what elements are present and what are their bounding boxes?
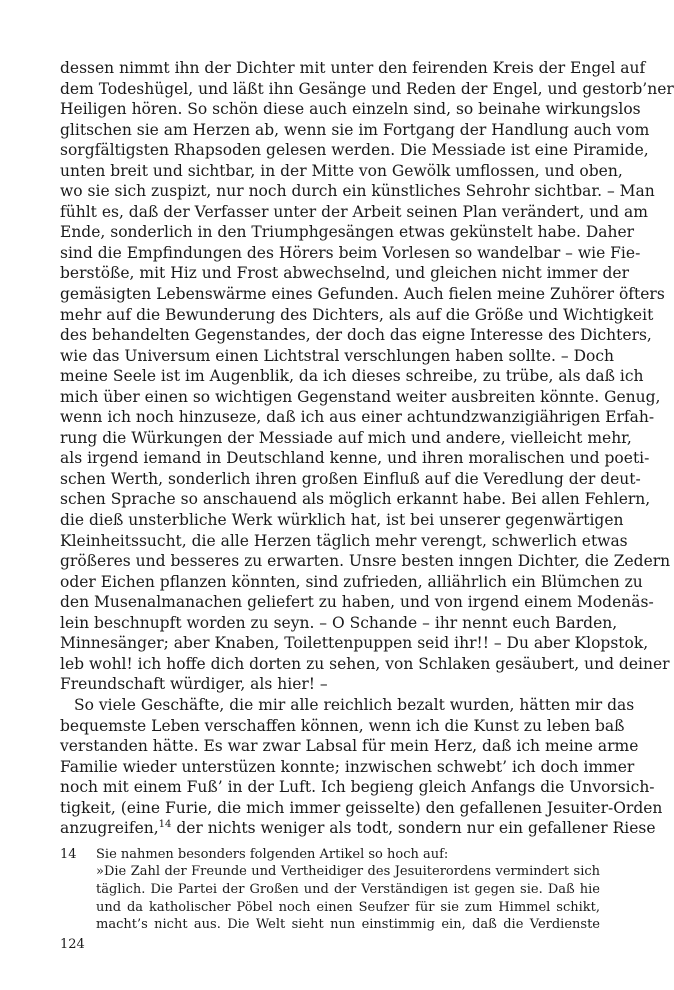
text-line: unten breit und sichtbar, in der Mitte von Gewölk umflossen, und oben, <box>60 161 623 180</box>
text-line: als irgend iemand in Deutschland kenne, und ihren moralischen und poeti- <box>60 449 650 468</box>
text-line: mehr auf die Bewunderung des Dichters, als auf die Größe und Wichtigkeit <box>60 305 654 324</box>
text-line: Ende, sonderlich in den Triumphgesängen etwas gekünstelt habe. Daher <box>60 223 635 242</box>
page-content <box>60 58 674 934</box>
footnote-line: »Die Zahl der Freunde und Vertheidiger des Jesuiterordens vermindert sich <box>96 864 600 880</box>
text-line: des behandelten Gegenstandes, der doch das eigne Interesse des Dichters, <box>60 326 652 345</box>
footnote-reference[interactable]: 14 <box>158 819 172 831</box>
footnote-line: Sie nahmen besonders folgenden Artikel so hoch auf: <box>96 846 449 862</box>
text-line: Heiligen hören. So schön diese auch einzeln sind, so beinahe wirkungslos <box>60 100 641 119</box>
text-line: wenn ich noch hinzuseze, daß ich aus einer achtundzwanzigiährigen Erfah- <box>60 408 655 427</box>
text-line: tigkeit, (eine Furie, die mich immer geisselte) den gefallenen Jesuiter-Orden <box>60 798 663 817</box>
text-line: sind die Empfindungen des Hörers beim Vorlesen so wandelbar – wie Fie- <box>60 243 641 262</box>
text-line-with-footnote-ref <box>60 818 656 839</box>
text-line: meine Seele ist im Augenblik, da ich dieses schreibe, zu trübe, als daß ich <box>60 367 644 386</box>
text-line: schen Werth, sonderlich ihren großen Einfluß auf die Veredlung der deut- <box>60 469 641 488</box>
footnote-body <box>96 846 600 934</box>
footnote <box>60 846 600 934</box>
text-line: gemäsigten Lebenswärme eines Gefunden. Auch fielen meine Zuhörer öfters <box>60 285 665 304</box>
text-line: dessen nimmt ihn der Dichter mit unter den feirenden Kreis der Engel auf <box>60 59 646 77</box>
text-line: leb wohl! ich hoffe dich dorten zu sehen, von Schlaken gesäubert, und deiner <box>60 654 670 673</box>
text-line: So viele Geschäfte, die mir alle reichlich bezalt wurden, hätten mir das <box>74 695 635 714</box>
text-line: verstanden hätte. Es war zwar Labsal für mein Herz, daß ich meine arme <box>60 737 639 756</box>
text-line: wie das Universum einen Lichtstral verschlungen haben sollte. – Doch <box>60 346 614 365</box>
main-text <box>60 58 674 839</box>
text-line: Familie wieder unterstüzen konnte; inzwischen schwebt’ ich doch immer <box>60 757 635 776</box>
footnote-line: macht’s nicht aus. Die Welt sieht nun einstimmig ein, daß die Verdienste <box>96 917 600 933</box>
footnote-number: 14 <box>60 846 77 862</box>
footnote-line: täglich. Die Partei der Großen und der Verständigen ist gegen sie. Daß hie <box>96 881 600 897</box>
text-line: schen Sprache so anschauend als möglich erkannt habe. Bei allen Fehlern, <box>60 490 651 509</box>
text-line: oder Eichen pflanzen könnten, sind zufrieden, alliährlich ein Blümchen zu <box>60 572 643 591</box>
text-line: fühlt es, daß der Verfasser unter der Arbeit seinen Plan verändert, und am <box>60 202 648 221</box>
text-line: Minnesänger; aber Knaben, Toilettenpuppen seid ihr!! – Du aber Klopstok, <box>60 634 649 653</box>
text-fragment: anzugreifen, <box>60 819 159 838</box>
text-line: bequemste Leben verschaffen können, wenn ich die Kunst zu leben baß <box>60 716 625 735</box>
text-line: rung die Würkungen der Messiade auf mich und andere, vielleicht mehr, <box>60 428 632 447</box>
text-line: lein beschnupft worden zu seyn. – O Schande – ihr nennt euch Barden, <box>60 613 618 632</box>
page-number: 124 <box>60 937 85 952</box>
text-line: die dieß unsterbliche Werk würklich hat, ist bei unserer gegenwärtigen <box>60 511 624 530</box>
text-line: den Musenalmanachen geliefert zu haben, und von irgend einem Modenäs- <box>60 593 654 612</box>
text-line: wo sie sich zuspizt, nur noch durch ein künstliches Sehrohr sichtbar. – Man <box>60 182 655 201</box>
text-line: sorgfältigsten Rhapsoden gelesen werden. Die Messiade ist eine Piramide, <box>60 141 649 160</box>
text-line: berstöße, mit Hiz und Frost abwechselnd, und gleichen nicht immer der <box>60 264 630 283</box>
text-line: glitschen sie am Herzen ab, wenn sie im Fortgang der Handlung auch vom <box>60 120 650 139</box>
text-line: größeres und besseres zu erwarten. Unsre besten inngen Dichter, die Zedern <box>60 552 671 571</box>
text-fragment: der nichts weniger als todt, sondern nur ein gefallener Riese <box>171 819 656 838</box>
text-line: Freundschaft würdiger, als hier! – <box>60 675 328 694</box>
text-line: mich über einen so wichtigen Gegenstand weiter ausbreiten könnte. Genug, <box>60 387 661 406</box>
text-line: dem Todeshügel, und läßt ihn Gesänge und Reden der Engel, und gestorb’ner <box>60 79 674 98</box>
text-line: Kleinheitssucht, die alle Herzen täglich mehr verengt, schwerlich etwas <box>60 531 628 550</box>
text-line: noch mit einem Fuß’ in der Luft. Ich begieng gleich Anfangs die Unvorsich- <box>60 778 655 797</box>
footnote-line: und da katholischer Pöbel noch einen Seufzer für sie zum Himmel schikt, <box>96 899 600 915</box>
